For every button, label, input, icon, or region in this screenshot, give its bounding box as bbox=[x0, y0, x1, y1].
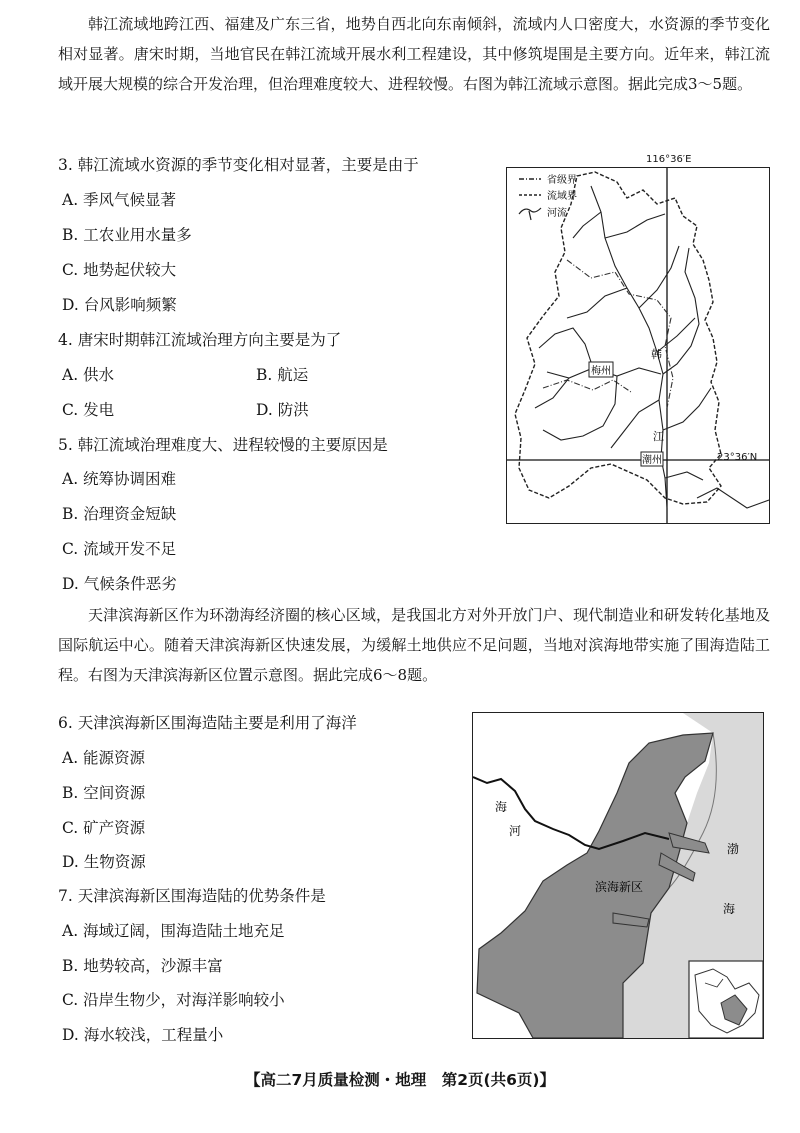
river-label-he: 河 bbox=[509, 824, 522, 838]
hanjiang-basin-map bbox=[506, 167, 770, 524]
intro-passage-1: 韩江流域地跨江西、福建及广东三省，地势自西北向东南倾斜，流域内人口密度大，水资源的季节变化相对显著。唐宋时期，当地官民在韩江流域开展水利工程建设，其中修筑堤围是主要方向。近年来，韩江流域开展大规模的综合开发治理，但治理难度较大、进程较慢。右图为韩江流域示意图。据此完成3～5题。 bbox=[58, 15, 770, 93]
provincial-border bbox=[567, 260, 673, 408]
question-4-option-d: D. 防洪 bbox=[256, 401, 309, 419]
question-4-stem: 4. 唐宋时期韩江流域治理方向主要是为了 bbox=[58, 331, 342, 349]
question-6-stem: 6. 天津滨海新区围海造陆主要是利用了海洋 bbox=[58, 714, 357, 732]
latitude-label: 23°36′N bbox=[717, 452, 758, 463]
intro-passage-2: 天津滨海新区作为环渤海经济圈的核心区域，是我国北方对外开放门户、现代制造业和研发转化基地及国际航运中心。随着天津滨海新区快速发展，为缓解土地供应不足问题，当地对滨海地带实施了围海造陆工程。右图为天津滨海新区位置示意图。据此完成6～8题。 bbox=[58, 606, 770, 684]
legend-river: 河流 bbox=[547, 208, 567, 219]
sea-label-bo: 渤 bbox=[727, 842, 740, 856]
question-4-option-c: C. 发电 bbox=[62, 401, 115, 419]
legend-basin-border: 流域界 bbox=[547, 191, 577, 202]
question-3-option-d: D. 台风影响频繁 bbox=[62, 296, 177, 314]
question-3-option-c: C. 地势起伏较大 bbox=[62, 261, 177, 279]
question-7-option-b: B. 地势较高，沙源丰富 bbox=[62, 957, 223, 975]
question-4-option-a: A. 供水 bbox=[62, 366, 115, 384]
question-6-option-d: D. 生物资源 bbox=[62, 853, 146, 871]
question-3-option-b: B. 工农业用水量多 bbox=[62, 226, 192, 244]
question-5-option-c: C. 流域开发不足 bbox=[62, 540, 177, 558]
binhai-location-map bbox=[472, 712, 764, 1039]
question-5-option-b: B. 治理资金短缺 bbox=[62, 505, 177, 523]
question-7-option-a: A. 海域辽阔，围海造陆土地充足 bbox=[62, 922, 285, 940]
question-5-option-d: D. 气候条件恶劣 bbox=[62, 575, 177, 593]
basin-boundary bbox=[515, 172, 721, 504]
page-footer: 【高二7月质量检测・地理 第2页(共6页)】 bbox=[244, 1071, 556, 1089]
legend-provincial-border: 省级界 bbox=[547, 175, 577, 186]
river-label-hai: 海 bbox=[495, 800, 508, 814]
sea-label-hai: 海 bbox=[723, 902, 736, 916]
city-meizhou: 梅州 bbox=[591, 366, 611, 377]
question-4-option-b: B. 航运 bbox=[256, 366, 309, 384]
binhai-district-label: 滨海新区 bbox=[595, 880, 644, 894]
question-6-option-c: C. 矿产资源 bbox=[62, 819, 146, 837]
question-5-option-a: A. 统筹协调困难 bbox=[62, 470, 177, 488]
hanjiang-basin-map-drawing bbox=[507, 168, 769, 523]
map-legend bbox=[519, 173, 577, 220]
question-6-option-a: A. 能源资源 bbox=[62, 749, 146, 767]
city-chaozhou: 潮州 bbox=[642, 455, 662, 466]
longitude-label: 116°36′E bbox=[646, 154, 692, 165]
question-3-stem: 3. 韩江流域水资源的季节变化相对显著，主要是由于 bbox=[58, 156, 419, 174]
inset-location-map bbox=[689, 961, 763, 1038]
question-7-option-d: D. 海水较浅，工程量小 bbox=[62, 1026, 224, 1044]
question-7-option-c: C. 沿岸生物少，对海洋影响较小 bbox=[62, 991, 285, 1009]
question-5-stem: 5. 韩江流域治理难度大、进程较慢的主要原因是 bbox=[58, 436, 388, 454]
binhai-location-map-drawing bbox=[473, 713, 763, 1038]
question-3-option-a: A. 季风气候显著 bbox=[62, 191, 177, 209]
river-label-jiang: 江 bbox=[653, 430, 664, 443]
river-label-han: 韩 bbox=[651, 348, 662, 361]
question-7-stem: 7. 天津滨海新区围海造陆的优势条件是 bbox=[58, 887, 326, 905]
question-6-option-b: B. 空间资源 bbox=[62, 784, 146, 802]
